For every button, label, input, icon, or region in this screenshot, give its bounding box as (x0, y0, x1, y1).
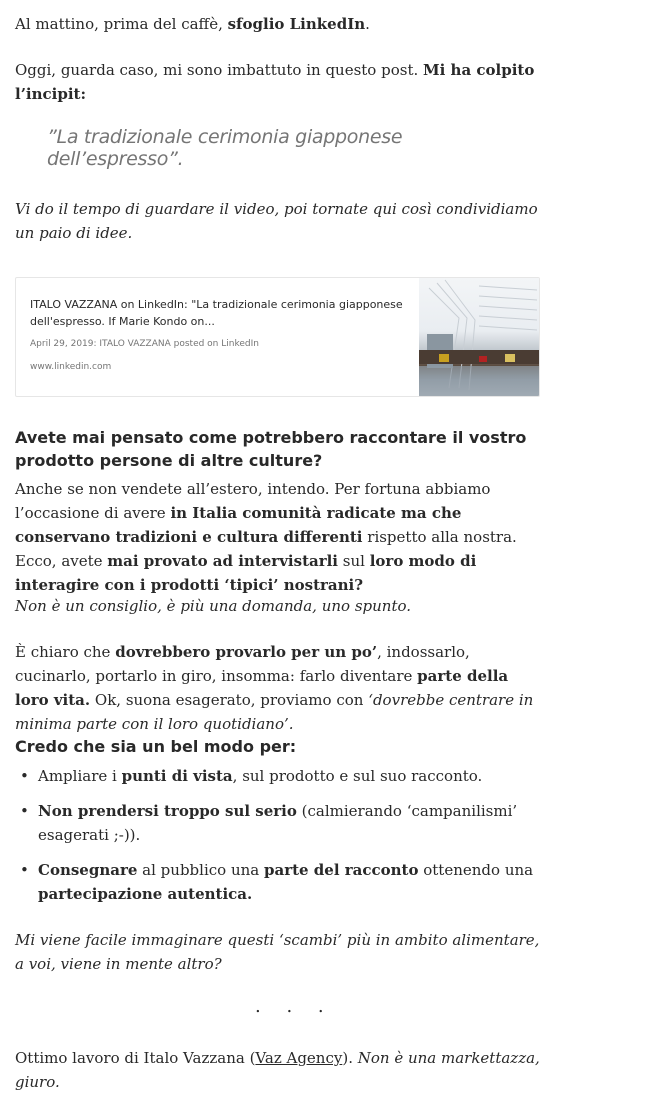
card-url: www.linkedin.com (30, 362, 112, 372)
paragraph-video-note: Vi do il tempo di guardare il video, poi tornate qui così condividiamo un paio di idee. (15, 200, 538, 242)
paragraph-communities: Anche se non vendete all’estero, intendo. Per fortuna abbiamo l’occasione di avere in Italia comunità radicate ma che conservano tradizioni e cultura differenti rispetto alla nostra. Ecco, avete mai provato ad intervistarli sul loro modo di interagire con i prodotti ‘tipici’ nostrani? (15, 480, 517, 594)
list-item: • Non prendersi troppo sul serio (calmierando ‘campanilismi’ esagerati ;-)). (20, 802, 518, 844)
card-text (30, 296, 410, 372)
heading-other-cultures: Avete mai pensato come potrebbero raccontare il vostro prodotto persone di altre culture? (15, 428, 527, 470)
paragraph-question: Mi viene facile immaginare questi ‘scambi’ più in ambito alimentare, a voi, viene in mente altro? (15, 931, 540, 973)
benefits-list (15, 764, 540, 906)
linkedin-embed-card[interactable] (15, 277, 540, 397)
vaz-agency-link[interactable]: Vaz Agency (255, 1049, 343, 1067)
paragraph-suggestion: Non è un consiglio, è più una domanda, uno spunto. (15, 597, 412, 615)
list-item: • Consegnare al pubblico una parte del racconto ottenendo una partecipazione autentica. (20, 861, 534, 903)
paragraph-credits: Ottimo lavoro di Italo Vazzana (Vaz Agency). Non è una markettazza, giuro. (15, 1049, 540, 1091)
paragraph-try-it: È chiaro che dovrebbero provarlo per un po’, indossarlo, cucinarlo, portarlo in giro, insomma: farlo diventare parte della loro vita. Ok, suona esagerato, proviamo con ‘dovrebbe centrare in minima parte con il loro quotidiano’. (15, 643, 534, 733)
paragraph-post: Oggi, guarda caso, mi sono imbattuto in questo post. Mi ha colpito l’incipit: (15, 61, 535, 103)
list-item: • Ampliare i punti di vista, sul prodotto e sul suo racconto. (20, 767, 483, 785)
card-description: April 29, 2019: ITALO VAZZANA posted on LinkedIn (30, 339, 259, 349)
paragraph-intro: Al mattino, prima del caffè, sfoglio LinkedIn. (15, 15, 370, 33)
card-thumbnail-image (419, 278, 539, 396)
section-separator: . . . (255, 996, 334, 1017)
card-title: ITALO VAZZANA on LinkedIn: "La tradizionale cerimonia giapponese dell'espresso. If Marie Kondo on... (30, 298, 403, 328)
pull-quote: ”La tradizionale cerimonia giapponese dell’espresso”. (47, 126, 403, 170)
heading-good-way: Credo che sia un bel modo per: (15, 737, 297, 756)
